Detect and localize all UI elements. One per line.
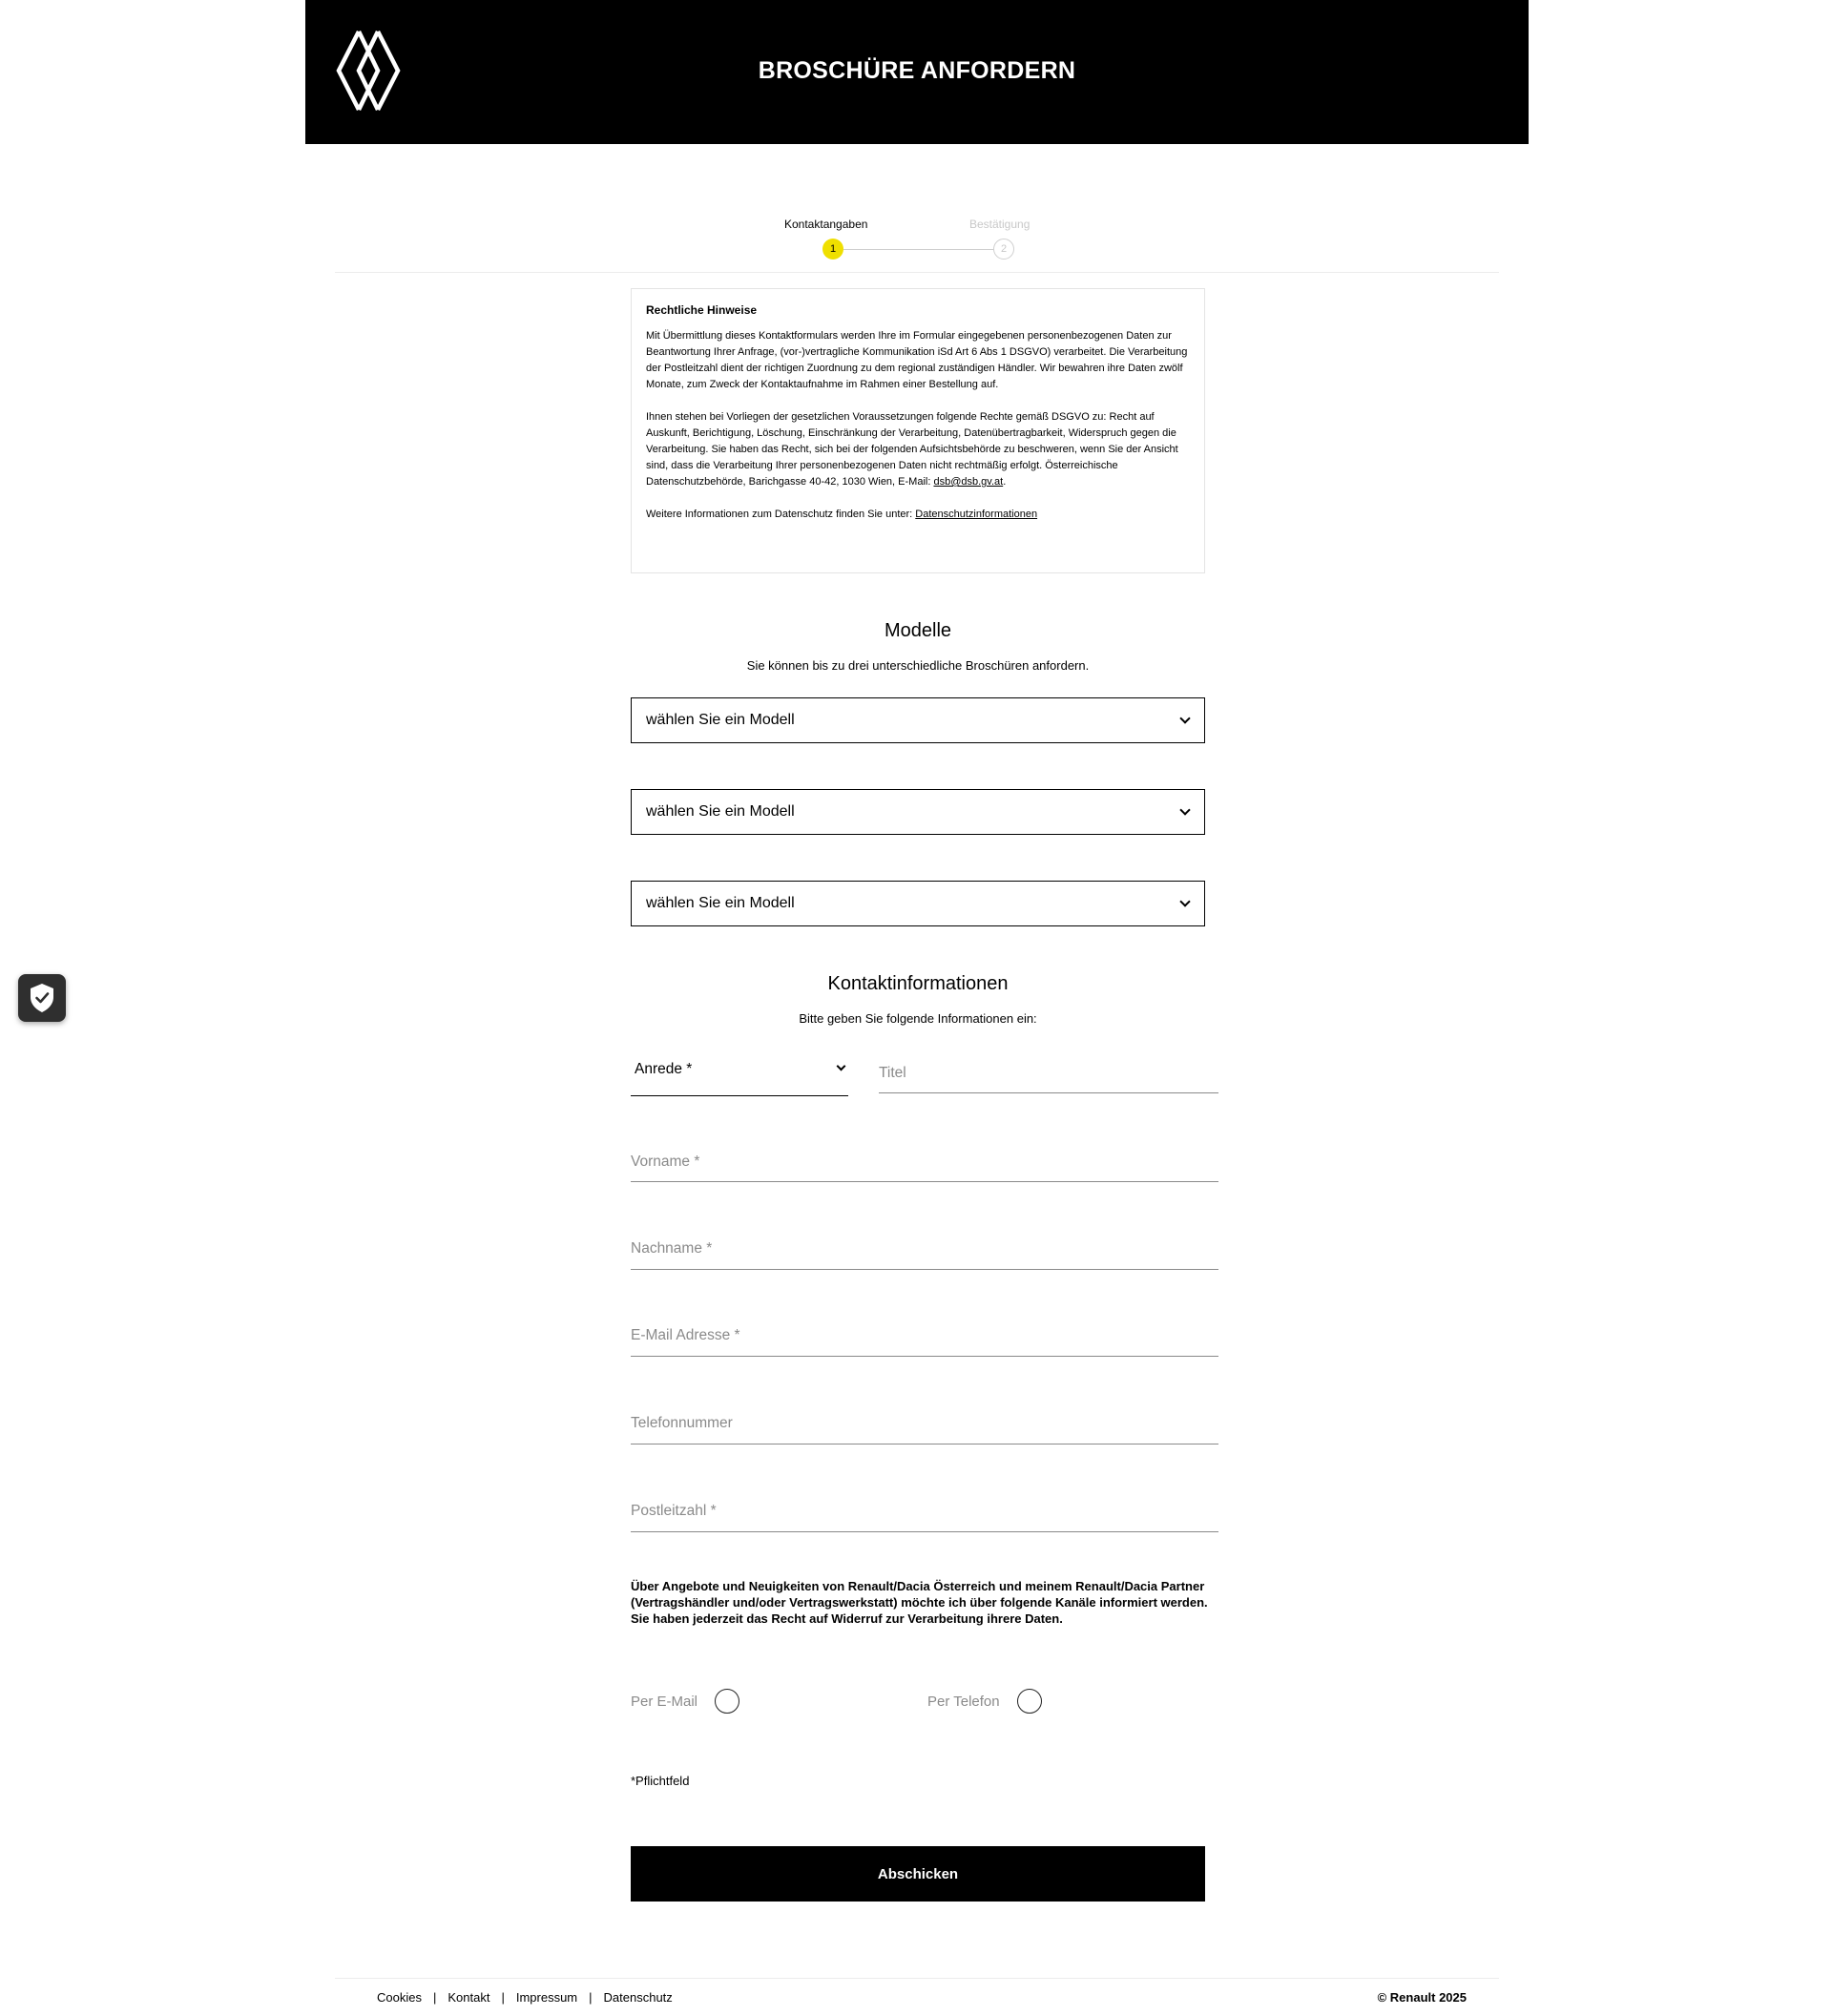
copyright: © Renault 2025 bbox=[1377, 1990, 1467, 2005]
page-title: BROSCHÜRE ANFORDERN bbox=[758, 57, 1076, 84]
privacy-settings-button[interactable] bbox=[18, 974, 66, 1022]
chevron-down-icon bbox=[837, 1062, 846, 1071]
first-name-placeholder: Vorname * bbox=[631, 1153, 700, 1170]
progress-stepper bbox=[782, 218, 1059, 265]
legal-paragraph bbox=[646, 409, 1190, 490]
chevron-down-icon bbox=[1179, 713, 1190, 723]
legal-notice-title: Rechtliche Hinweise bbox=[646, 303, 758, 317]
consent-option-email[interactable] bbox=[631, 1689, 739, 1714]
submit-button[interactable]: Abschicken bbox=[631, 1846, 1205, 1902]
chevron-down-icon bbox=[1179, 804, 1190, 815]
consent-email-radio[interactable] bbox=[715, 1689, 739, 1714]
legal-text: Weitere Informationen zum Datenschutz finden Sie unter: bbox=[646, 509, 916, 520]
dsb-email-link[interactable]: dsb@dsb.gv.at bbox=[933, 476, 1004, 488]
salutation-value: Anrede * bbox=[635, 1061, 693, 1077]
chevron-down-icon bbox=[1179, 896, 1190, 906]
divider bbox=[335, 272, 1499, 273]
privacy-info-link[interactable]: Datenschutzinformationen bbox=[915, 509, 1038, 520]
shield-check-icon bbox=[28, 982, 56, 1014]
email-field[interactable] bbox=[631, 1327, 1218, 1357]
footer-link-impressum[interactable]: Impressum bbox=[515, 1990, 578, 2005]
model-select-value: wählen Sie ein Modell bbox=[646, 803, 795, 820]
consent-option-phone[interactable] bbox=[927, 1689, 1042, 1714]
footer-links bbox=[377, 1990, 673, 2005]
required-field-note: *Pflichtfeld bbox=[631, 1774, 690, 1788]
phone-placeholder: Telefonnummer bbox=[631, 1415, 733, 1431]
models-section-subtitle: Sie können bis zu drei unterschiedliche Broschüren anfordern. bbox=[746, 658, 1090, 673]
step-2-label: Bestätigung bbox=[969, 218, 1030, 231]
footer-separator: | bbox=[501, 1990, 505, 2005]
last-name-field[interactable] bbox=[631, 1240, 1218, 1270]
footer-separator: | bbox=[432, 1990, 437, 2005]
legal-text: Mit Übermittlung dieses Kontaktformulars werden Ihre im Formular eingegebenen personenbezogenen Daten zur Beantwortung Ihrer Anfrage, (vor-)vertragliche Kommunikation iSd Art 6 Abs 1 DSGVO) verarbeitet. Die Verarbeitung der Postleitzahl dient der richtigen Zuordnung zu dem regional zuständigen Händler. Wir bewahren ihre Daten zwölf Monate, zum Zweck der Kontaktaufnahme im Rahmen einer Bestellung auf. bbox=[646, 330, 1188, 390]
model-select-3[interactable] bbox=[631, 881, 1205, 926]
step-connector bbox=[843, 249, 993, 250]
title-field[interactable] bbox=[879, 1065, 1218, 1093]
postal-code-field[interactable] bbox=[631, 1503, 1218, 1532]
model-select-value: wählen Sie ein Modell bbox=[646, 712, 795, 728]
step-2-indicator: 2 bbox=[993, 239, 1014, 260]
legal-paragraph bbox=[646, 328, 1190, 393]
legal-text: . bbox=[1003, 476, 1007, 488]
title-field-placeholder: Titel bbox=[879, 1065, 906, 1081]
legal-text: Ihnen stehen bei Vorliegen der gesetzlichen Voraussetzungen folgende Rechte gemäß DSGVO zu: Recht auf Auskunft, Berichtigung, Löschung, Einschränkung der Verarbeitung, Datenübertragbarkeit, Widerspruch gegen die Verarbeitung. Sie haben das Recht, sich bei der folgenden Aufsichtsbehörde zu beschweren, wenn Sie der Ansicht sind, dass die Verarbeitung Ihrer personenbezogenen Daten nicht rechtmäßig erfolgt. Österreichische Datenschutzbehörde, Barichgasse 40-42, 1030 Wien, E-Mail: bbox=[646, 411, 1178, 488]
page-header bbox=[305, 0, 1529, 144]
divider bbox=[335, 1978, 1499, 1979]
last-name-placeholder: Nachname * bbox=[631, 1240, 713, 1257]
consent-phone-label: Per Telefon bbox=[927, 1693, 1000, 1710]
salutation-select[interactable] bbox=[631, 1061, 848, 1096]
consent-email-label: Per E-Mail bbox=[631, 1693, 698, 1710]
legal-notice-box bbox=[631, 288, 1205, 573]
contact-section-title: Kontaktinformationen bbox=[827, 973, 1009, 994]
legal-paragraph bbox=[646, 507, 1190, 523]
model-select-2[interactable] bbox=[631, 789, 1205, 835]
models-section-title: Modelle bbox=[884, 620, 952, 641]
phone-field[interactable] bbox=[631, 1415, 1218, 1444]
footer-link-kontakt[interactable]: Kontakt bbox=[448, 1990, 490, 2005]
footer-separator: | bbox=[589, 1990, 593, 2005]
footer-link-datenschutz[interactable]: Datenschutz bbox=[603, 1990, 673, 2005]
model-select-1[interactable] bbox=[631, 697, 1205, 743]
contact-section-subtitle: Bitte geben Sie folgende Informationen ein: bbox=[799, 1011, 1037, 1026]
step-1-label: Kontaktangaben bbox=[784, 218, 868, 231]
marketing-consent-text: Über Angebote und Neuigkeiten von Renault/Dacia Österreich und meinem Renault/Dacia Partner (Vertragshändler und/oder Vertragswerkstatt) möchte ich über folgende Kanäle informiert werden. Sie haben jederzeit das Recht auf Widerruf zur Verarbeitung ihrere Daten. bbox=[631, 1579, 1208, 1626]
email-placeholder: E-Mail Adresse * bbox=[631, 1327, 740, 1343]
step-1-indicator: 1 bbox=[822, 239, 843, 260]
footer-link-cookies[interactable]: Cookies bbox=[377, 1990, 422, 2005]
consent-phone-radio[interactable] bbox=[1017, 1689, 1042, 1714]
postal-code-placeholder: Postleitzahl * bbox=[631, 1503, 717, 1519]
first-name-field[interactable] bbox=[631, 1153, 1218, 1182]
model-select-value: wählen Sie ein Modell bbox=[646, 895, 795, 911]
